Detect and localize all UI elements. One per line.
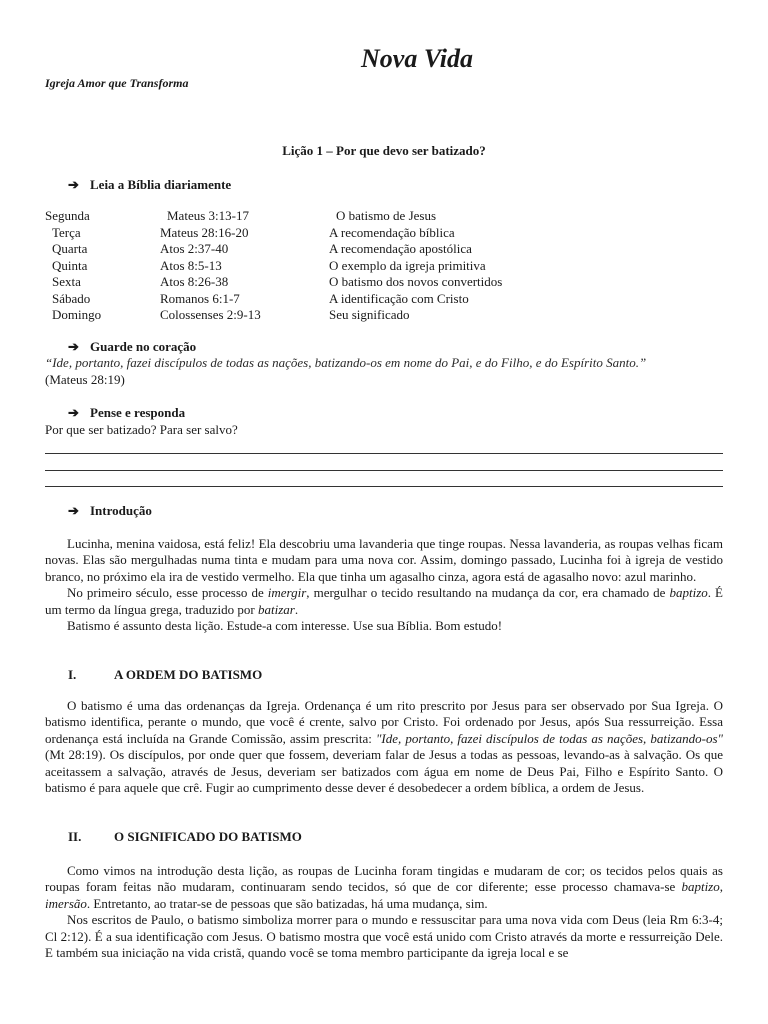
section-keep-heading: [68, 339, 196, 355]
schedule-day: Domingo: [52, 307, 102, 322]
section-2-title: O SIGNIFICADO DO BATISMO: [114, 829, 302, 844]
schedule-ref: Atos 8:5-13: [160, 257, 222, 273]
section-1-heading: [68, 667, 262, 683]
section-2-paragraph: Nos escritos de Paulo, o batismo simboliza morrer para o mundo e ressuscitar para uma nova vida com Deus (leia Rm 6:3-4; Cl 2:12). É a sua identificação com Jesus. O batismo mostra que você está unido com Cristo através da morte e ressurreição Dele. E também sua iniciação na vida cristã, quando você se toma membro participante da igreja local e se: [45, 912, 723, 961]
section-intro-heading: [68, 503, 152, 519]
schedule-topic: O batismo de Jesus: [336, 208, 437, 223]
schedule-ref: Mateus 28:16-20: [160, 224, 249, 240]
text-run-italic: batizar: [258, 601, 295, 617]
schedule-topic: A identificação com Cristo: [329, 290, 469, 306]
text-run-italic: baptizo: [669, 585, 708, 601]
lesson-title: Lição 1 – Por que devo ser batizado?: [282, 143, 486, 158]
arrow-right-icon: ➔: [68, 405, 79, 420]
section-read-label: Leia a Bíblia diariamente: [90, 177, 232, 192]
schedule-topic: A recomendação apostólica: [329, 241, 472, 256]
text-run: . Entretanto, ao tratar-se de pessoas que são batizadas, há uma mudança, sim.: [86, 895, 488, 911]
arrow-right-icon: ➔: [68, 177, 79, 192]
schedule-topic: Seu significado: [329, 307, 410, 322]
schedule-row: [45, 241, 725, 258]
text-run: .: [294, 601, 299, 617]
document-title: Nova Vida: [361, 44, 473, 73]
schedule-topic: A recomendação bíblica: [329, 224, 455, 240]
text-run-italic: imergir: [267, 585, 307, 601]
schedule-day: Sábado: [52, 290, 91, 306]
schedule-day: Segunda: [45, 208, 90, 223]
church-subtitle: Igreja Amor que Transforma: [45, 76, 189, 90]
text-run: Como vimos na introdução desta lição, as roupas de Lucinha foram tingidas e mudaram de cor; os tecidos pelos quais as roupas foram feitas não mudaram, continuaram sendo tecidos, só que de cor diferente; esse processo chamava-se: [45, 863, 723, 895]
schedule-row: [45, 258, 725, 275]
section-think-heading: [68, 405, 185, 421]
text-run: O batismo é uma das ordenanças da Igreja. Ordenança é um rito prescrito por Jesus para ser observado por Sua Igreja. O batismo identifica, perante o mundo, que você é crente, salvo por Cristo. Foi ordenado por Jesus, após Sua ressurreição. Essa ordenança está incluída na Grande Comissão, assim prescrita:: [45, 698, 723, 746]
schedule-ref: Mateus 3:13-17: [167, 208, 249, 223]
schedule-row: [45, 291, 725, 308]
schedule-topic: O batismo dos novos convertidos: [329, 274, 503, 289]
section-keep-label: Guarde no coração: [90, 339, 197, 354]
schedule-ref: Atos 8:26-38: [160, 274, 229, 289]
section-2-body: [45, 863, 723, 961]
text-run: ,: [719, 879, 723, 895]
text-run-italic: "Ide, portanto, fazei discípulos de todas as nações, batizando-os": [375, 730, 723, 746]
section-1-paragraph: [45, 698, 723, 796]
memory-verse-ref: (Mateus 28:19): [45, 372, 125, 387]
schedule-day: Sexta: [52, 274, 81, 289]
intro-paragraph: [45, 585, 723, 618]
schedule-row: [45, 274, 725, 291]
schedule-ref: Colossenses 2:9-13: [160, 307, 261, 322]
section-think-label: Pense e responda: [90, 405, 186, 420]
section-1-body: [45, 698, 723, 796]
schedule-ref: Atos 2:37-40: [160, 241, 229, 256]
text-run: , mergulhar o tecido resultando na mudança da cor, era chamado de: [306, 585, 670, 601]
schedule-day: Terça: [52, 224, 81, 240]
text-run: . É um termo da língua grega, traduzido por: [45, 585, 723, 617]
text-run-italic: imersão: [45, 895, 87, 911]
text-run-italic: baptizo: [681, 879, 720, 895]
intro-paragraph: Lucinha, menina vaidosa, está feliz! Ela descobriu uma lavanderia que tinge roupas. Nessa lavanderia, as roupas velhas ficam novas. Elas são mergulhadas numa tinta e mudam para uma nova cor. Assim, domingo passado, Lucinha foi à igreja de vestido branco, no próximo ela ira de vestido vermelho. Ela que tinha um agasalho cinza, agora está de agasalho novo: azul marinho.: [45, 536, 723, 584]
memory-verse-text: “Ide, portanto, fazei discípulos de todas as nações, batizando-os em nome do Pai, e do Filho, e do Espírito Santo.”: [45, 355, 647, 370]
section-intro-label: Introdução: [90, 503, 152, 518]
section-2-number: II.: [68, 829, 82, 844]
arrow-right-icon: ➔: [68, 339, 79, 354]
question-text: Por que ser batizado? Para ser salvo?: [45, 422, 238, 437]
answer-line: [45, 486, 723, 487]
reading-schedule: [45, 208, 725, 324]
schedule-topic: O exemplo da igreja primitiva: [329, 257, 486, 273]
intro-body: [45, 536, 723, 634]
schedule-day: Quarta: [52, 241, 88, 256]
schedule-row: [45, 225, 725, 242]
intro-paragraph: Batismo é assunto desta lição. Estude-a com interesse. Use sua Bíblia. Bom estudo!: [67, 618, 503, 634]
text-run: No primeiro século, esse processo de: [67, 585, 268, 601]
answer-line: [45, 470, 723, 471]
section-read-heading: [68, 177, 231, 193]
text-run: (Mt 28:19). Os discípulos, por onde quer que fossem, deveriam falar de Jesus a todas as pessoas, levando-as à salvação. Os que aceitassem a salvação, através de Jesus, deveriam ser batizados com água em nome de Deus Pai, Filho e Espírito Santo. O batismo é para aquele que crê. Fugir ao cumprimento desse dever é desobedecer a ordem bíblica, a ordem de Jesus.: [45, 747, 723, 796]
section-1-title: A ORDEM DO BATISMO: [114, 667, 263, 682]
section-2-heading: [68, 829, 302, 845]
schedule-ref: Romanos 6:1-7: [160, 290, 240, 306]
schedule-row: [45, 307, 725, 324]
answer-line: [45, 453, 723, 454]
section-1-number: I.: [68, 667, 77, 682]
section-2-paragraph: [45, 863, 723, 912]
schedule-row: [45, 208, 725, 225]
schedule-day: Quinta: [52, 257, 88, 273]
arrow-right-icon: ➔: [68, 503, 79, 518]
